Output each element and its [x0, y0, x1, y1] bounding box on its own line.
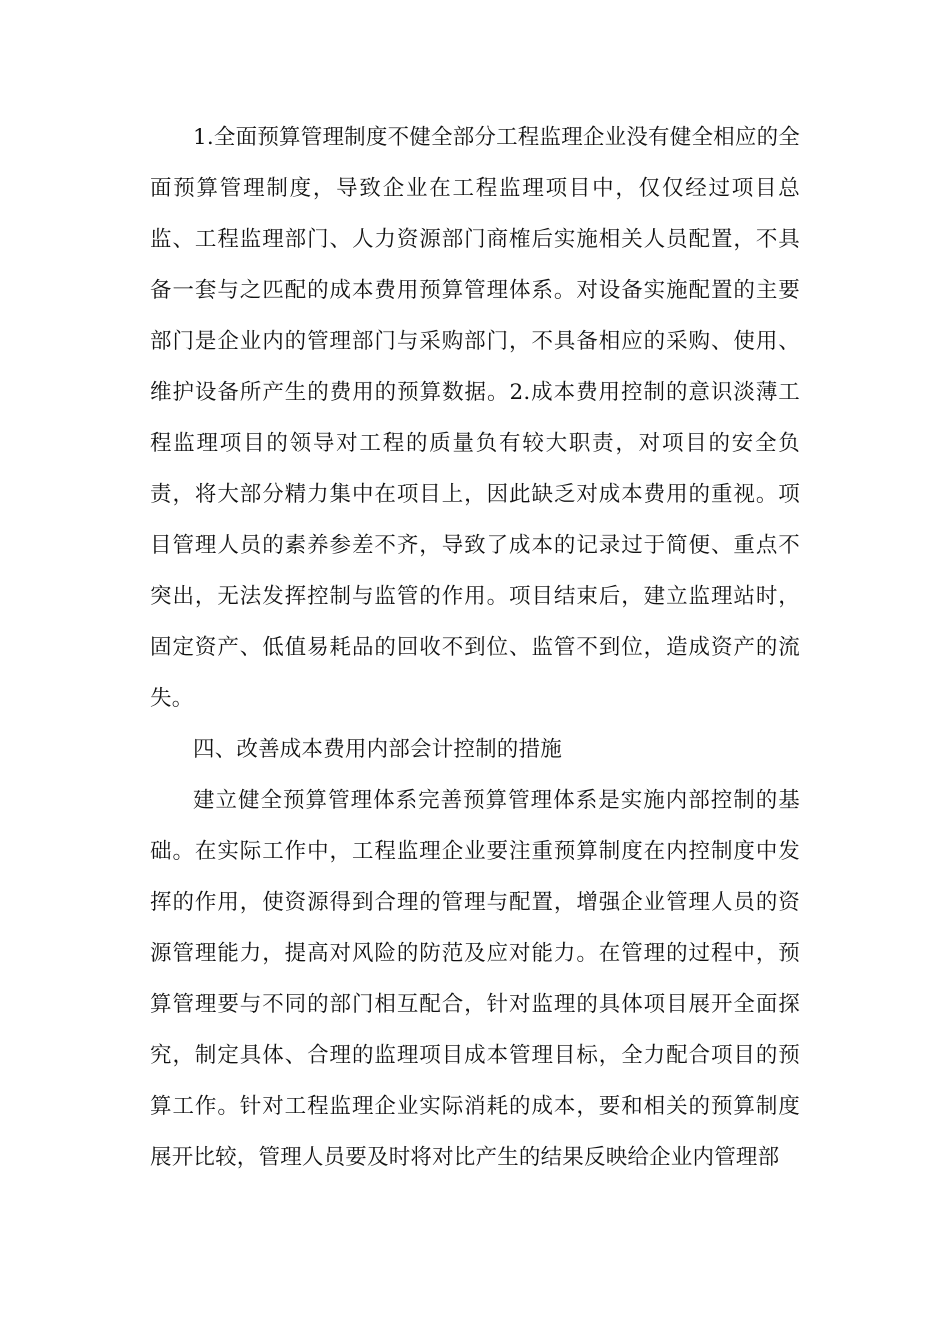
paragraph-measures: 建立健全预算管理体系完善预算管理体系是实施内部控制的基础。在实际工作中，工程监理企业要注重预算制度在内控制度中发挥的作用，使资源得到合理的管理与配置，增强企业管理人员的资源管理能力，提高对风险的防范及应对能力。在管理的过程中，预算管理要与不同的部门相互配合，针对监理的具体项目展开全面探究，制定具体、合理的监理项目成本管理目标，全力配合项目的预算工作。针对工程监理企业实际消耗的成本，要和相关的预算制度展开比较，管理人员要及时将对比产生的结果反映给企业内管理部 [150, 788, 800, 1170]
paragraph-budget-issues: 1.全面预算管理制度不健全部分工程监理企业没有健全相应的全面预算管理制度，导致企业在工程监理项目中，仅仅经过项目总监、工程监理部门、人力资源部门商榷后实施相关人员配置，不具备一套与之匹配的成本费用预算管理体系。对设备实施配置的主要部门是企业内的管理部门与采购部门，不具备相应的采购、使用、维护设备所产生的费用的预算数据。2.成本费用控制的意识淡薄工程监理项目的领导对工程的质量负有较大职责，对项目的安全负责，将大部分精力集中在项目上，因此缺乏对成本费用的重视。项目管理人员的素养参差不齐，导致了成本的记录过于简便、重点不突出，无法发挥控制与监管的作用。项目结束后，建立监理站时，固定资产、低值易耗品的回收不到位、监管不到位，造成资产的流失。 [150, 125, 800, 711]
section-heading: 四、改善成本费用内部会计控制的措施 [193, 737, 562, 762]
document-page [150, 112, 800, 1183]
